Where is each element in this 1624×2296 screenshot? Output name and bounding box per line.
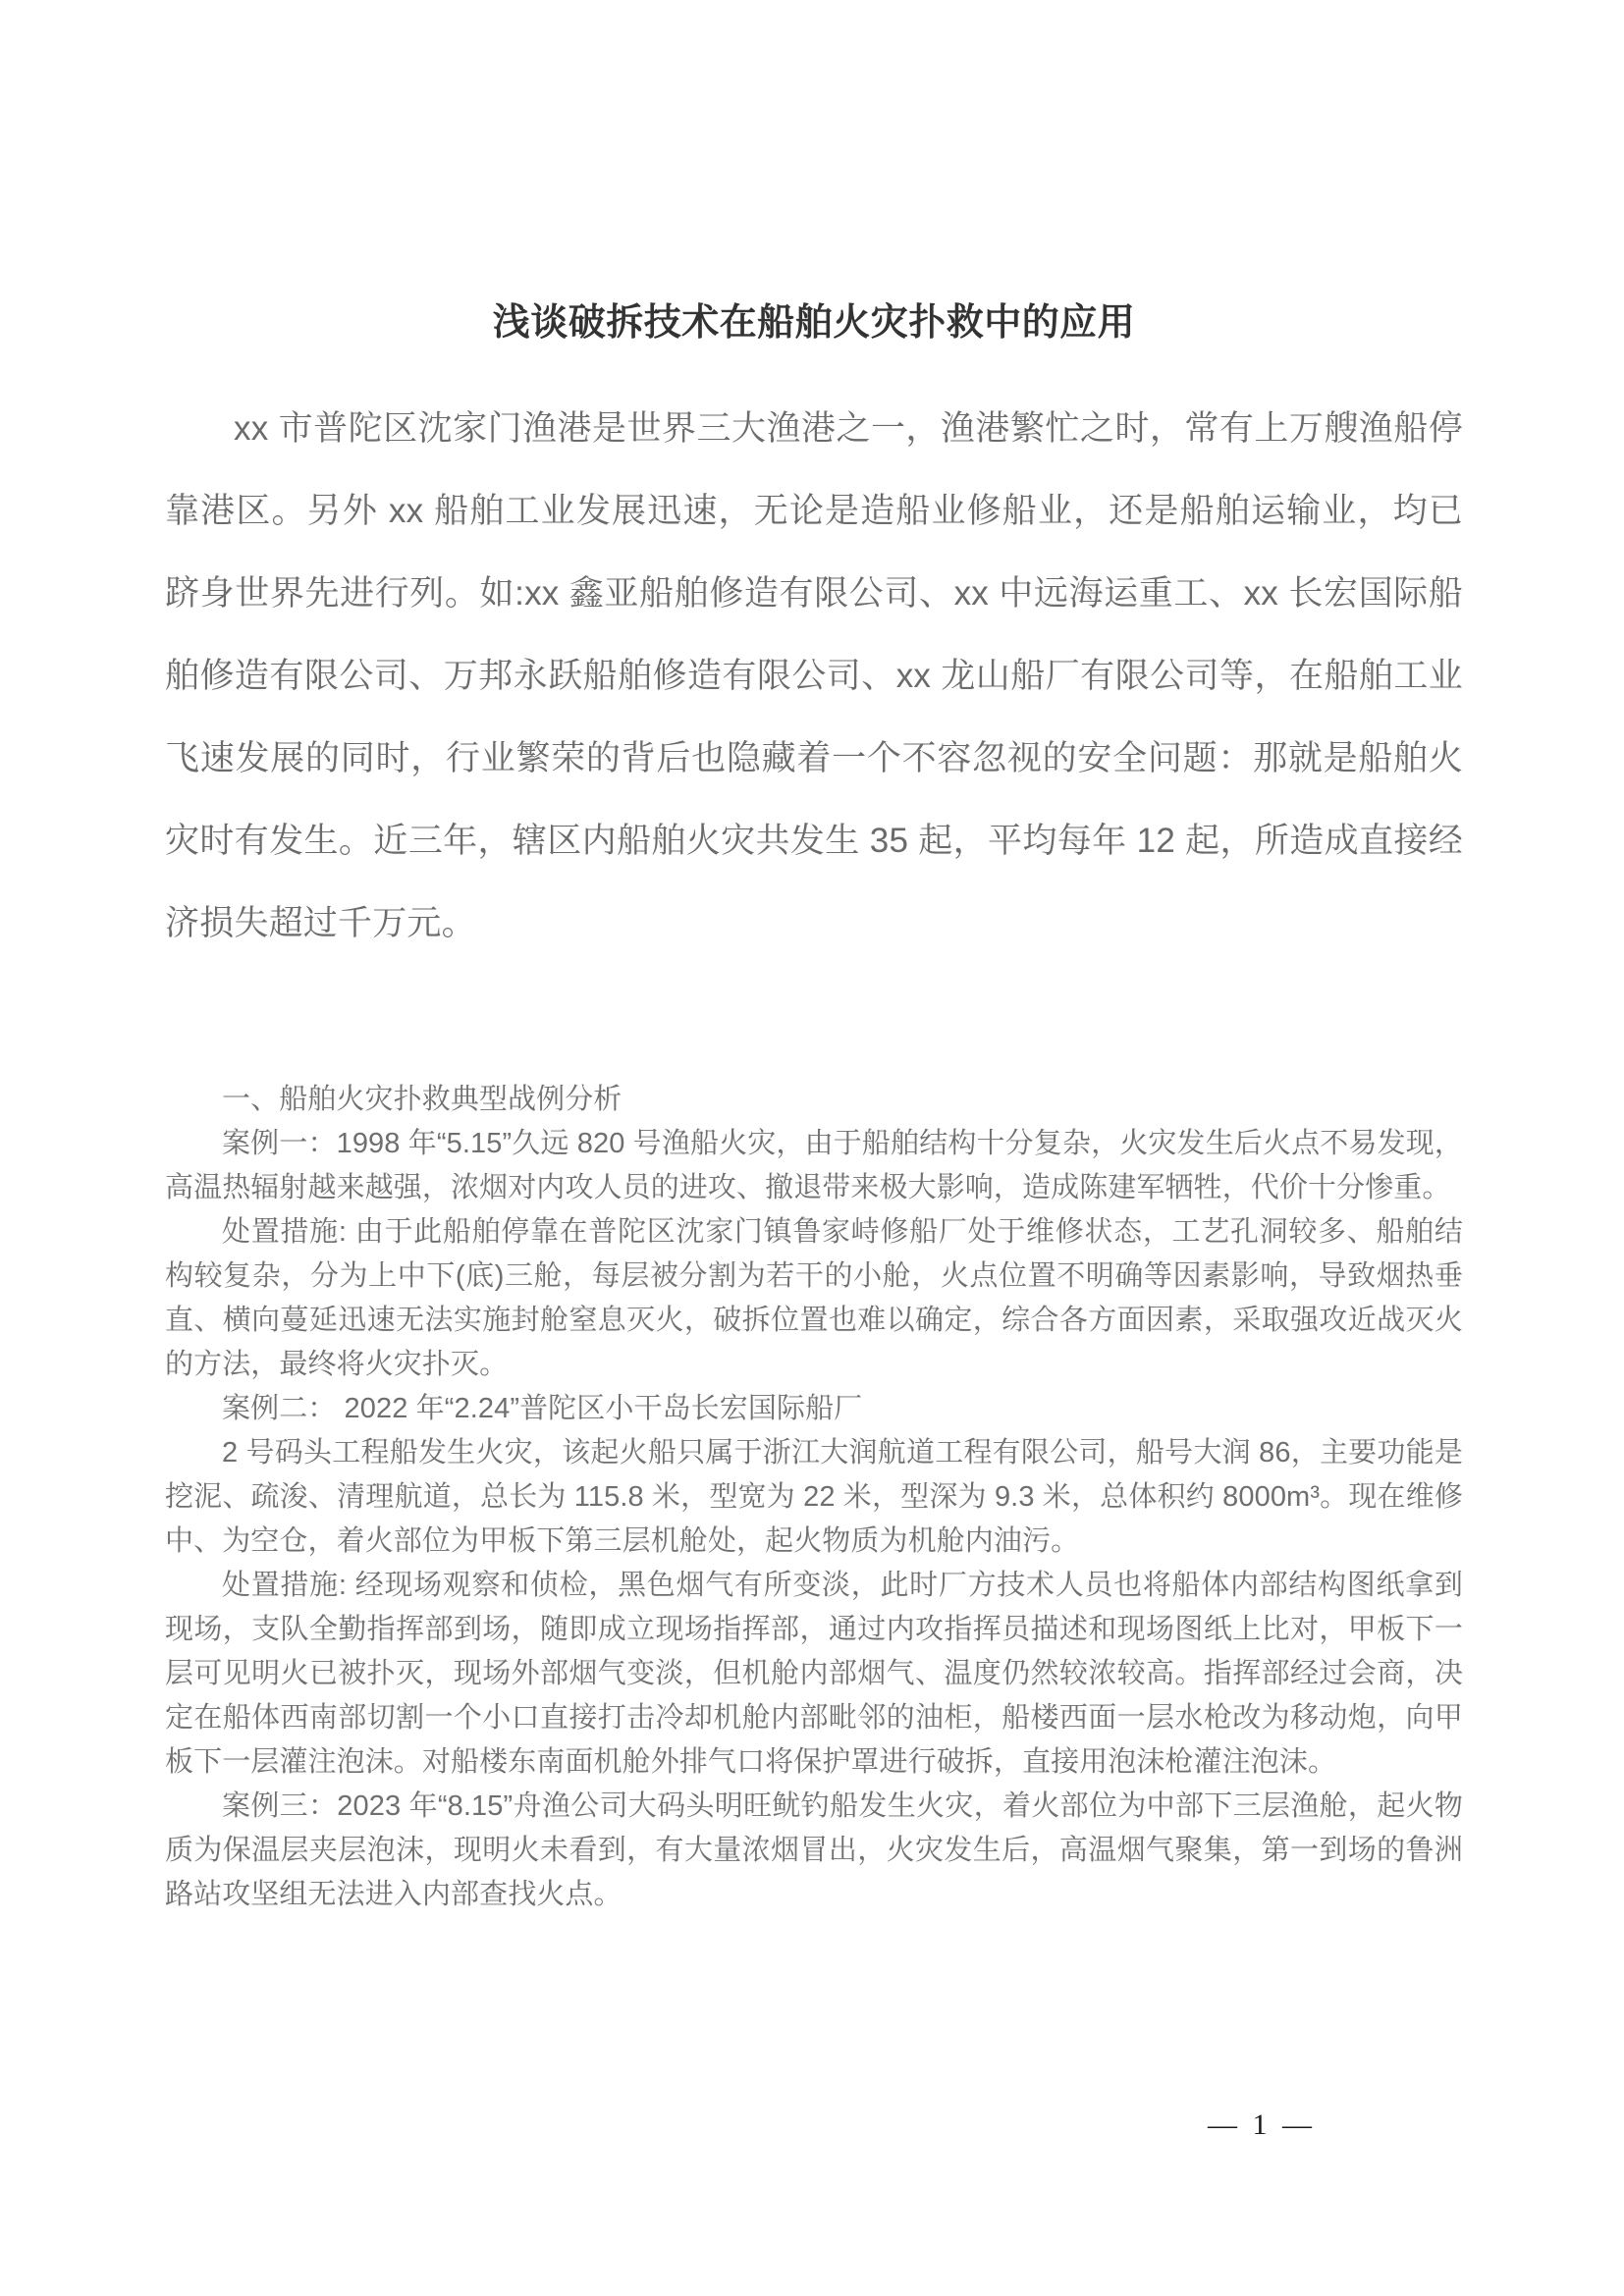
case-one-paragraph: 案例一：1998 年“5.15”久远 820 号渔船火灾，由于船舶结构十分复杂，火灾发生后火点不易发现，高温热辐射越来越强，浓烟对内攻人员的进攻、撤退带来极大影响，造成陈建军牺牲，代价十分惨重。: [165, 1128, 1463, 1203]
section-heading: 一、船舶火灾扑救典型战例分析: [222, 1084, 623, 1115]
case-three-paragraph: 案例三：2023 年“8.15”舟渔公司大码头明旺鱿钓船发生火灾，着火部位为中部下三层渔舱，起火物质为保温层夹层泡沫，现明火未看到，有大量浓烟冒出，火灾发生后，高温烟气聚集，第一到场的鲁洲路站攻坚组无法进入内部查找火点。: [165, 1790, 1463, 1910]
lead-paragraph: xx 市普陀区沈家门渔港是世界三大渔港之一，渔港繁忙之时，常有上万艘渔船停靠港区。另外 xx 船舶工业发展迅速，无论是造船业修船业，还是船舶运输业，均已跻身世界先进行列。如:xx 鑫亚船舶修造有限公司、xx 中远海运重工、xx 长宏国际船舶修造有限公司、万邦永跃船舶修造有限公司、xx 龙山船厂有限公司等，在船舶工业飞速发展的同时，行业繁荣的背后也隐藏着一个不容忽视的安全问题：那就是船舶火灾时有发生。近三年，辖区内船舶火灾共发生 35 起，平均每年 12 起，所造成直接经济损失超过千万元。: [165, 409, 1463, 942]
case-two-measures-paragraph: 处置措施: 经现场观察和侦检，黑色烟气有所变淡，此时厂方技术人员也将船体内部结构图纸拿到现场，支队全勤指挥部到场，随即成立现场指挥部，通过内攻指挥员描述和现场图纸上比对，甲板下一层可见明火已被扑灭，现场外部烟气变淡，但机舱内部烟气、温度仍然较浓较高。指挥部经过会商，决定在船体西南部切割一个小口直接打击冷却机舱内部毗邻的油柜，船楼西面一层水枪改为移动炮，向甲板下一层灌注泡沫。对船楼东南面机舱外排气口将保护罩进行破拆，直接用泡沫枪灌注泡沫。: [165, 1570, 1463, 1778]
page-title: 浅谈破拆技术在船舶火灾扑救中的应用: [492, 302, 1136, 344]
case-one-measures-paragraph: 处置措施: 由于此船舶停靠在普陀区沈家门镇鲁家峙修船厂处于维修状态，工艺孔洞较多、船舶结构较复杂，分为上中下(底)三舱，每层被分割为若干的小舱，火点位置不明确等因素影响，导致烟热垂直、横向蔓延迅速无法实施封舱窒息灭火，破拆位置也难以确定，综合各方面因素，采取强攻近战灭火的方法，最终将火灾扑灭。: [165, 1216, 1463, 1380]
case-two-detail-paragraph: 2 号码头工程船发生火灾，该起火船只属于浙江大润航道工程有限公司，船号大润 86，主要功能是挖泥、疏浚、清理航道，总长为 115.8 米，型宽为 22 米，型深为 9.3 米，总体积约 8000m³。现在维修中、为空仓，着火部位为甲板下第三层机舱处，起火物质为机舱内油污。: [165, 1437, 1463, 1557]
page-number: — 1 —: [1208, 2109, 1316, 2141]
case-two-heading-paragraph: 案例二： 2022 年“2.24”普陀区小干岛长宏国际船厂: [222, 1393, 863, 1424]
body-block: [165, 1078, 1463, 1917]
